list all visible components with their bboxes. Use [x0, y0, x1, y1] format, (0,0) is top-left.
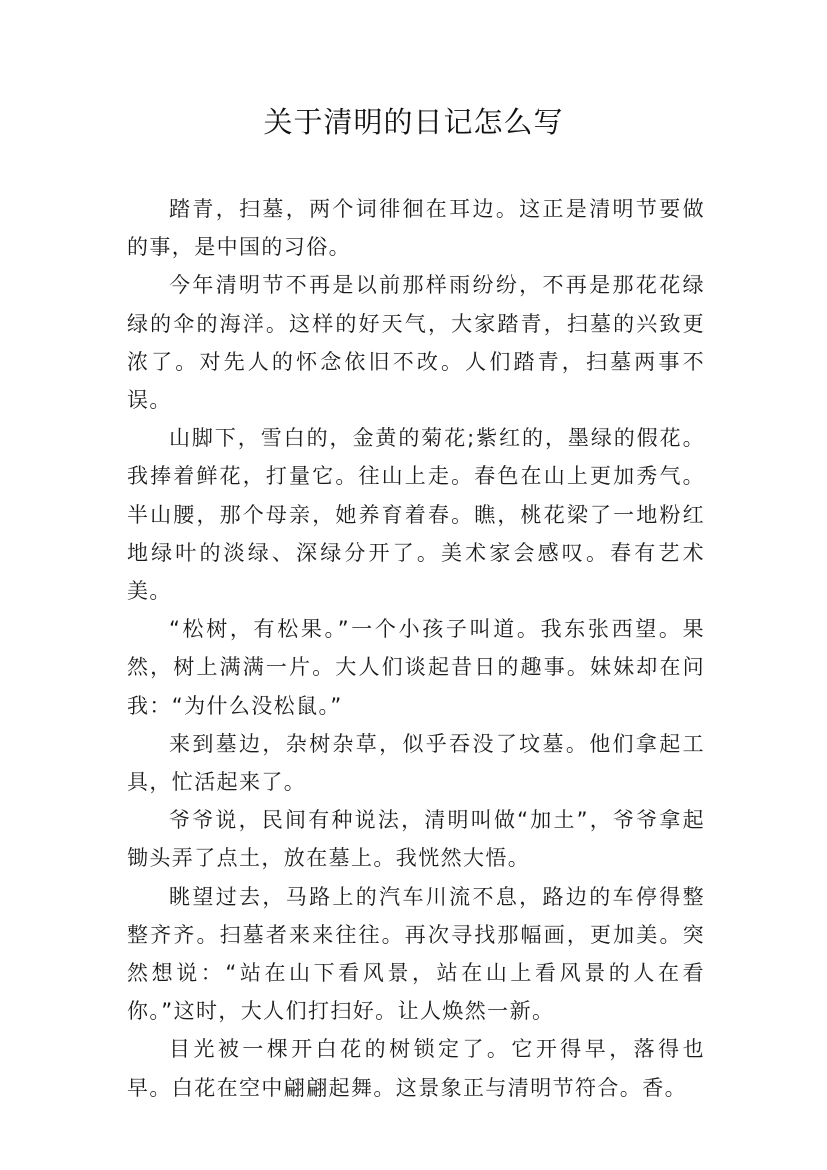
paragraph: 山脚下，雪白的，金黄的菊花;紫红的，墨绿的假花。我捧着鲜花，打量它。往山上走。春色在山上更加秀气。半山腰，那个母亲，她养育着春。瞧，桃花梁了一地粉红地绿叶的淡绿、深绿分开了。美术家会感叹。春有艺术美。 — [127, 426, 705, 604]
paragraph: 目光被一棵开白花的树锁定了。它开得早，落得也早。白花在空中翩翩起舞。这景象正与清明节符合。香。 — [127, 1037, 705, 1100]
paragraph: “松树，有松果。”一个小孩子叫道。我东张西望。果然，树上满满一片。大人们谈起昔日的趣事。妹妹却在问我：“为什么没松鼠。” — [127, 617, 705, 718]
document-body — [127, 190, 705, 1107]
document-title: 关于清明的日记怎么写 — [263, 105, 564, 139]
paragraph: 爷爷说，民间有种说法，清明叫做“加土”，爷爷拿起锄头弄了点土，放在墓上。我恍然大悟。 — [127, 808, 705, 871]
paragraph: 来到墓边，杂树杂草，似乎吞没了坟墓。他们拿起工具，忙活起来了。 — [127, 731, 705, 795]
paragraph: 今年清明节不再是以前那样雨纷纷，不再是那花花绿绿的伞的海洋。这样的好天气，大家踏青，扫墓的兴致更浓了。对先人的怀念依旧不改。人们踏青，扫墓两事不误。 — [127, 273, 705, 413]
paragraph: 踏青，扫墓，两个词徘徊在耳边。这正是清明节要做的事，是中国的习俗。 — [127, 197, 705, 260]
paragraph: 眺望过去，马路上的汽车川流不息，路边的车停得整整齐齐。扫墓者来来往往。再次寻找那幅画，更加美。突然想说：“站在山下看风景，站在山上看风景的人在看你。”这时，大人们打扫好。让人焕然一新。 — [127, 884, 705, 1024]
